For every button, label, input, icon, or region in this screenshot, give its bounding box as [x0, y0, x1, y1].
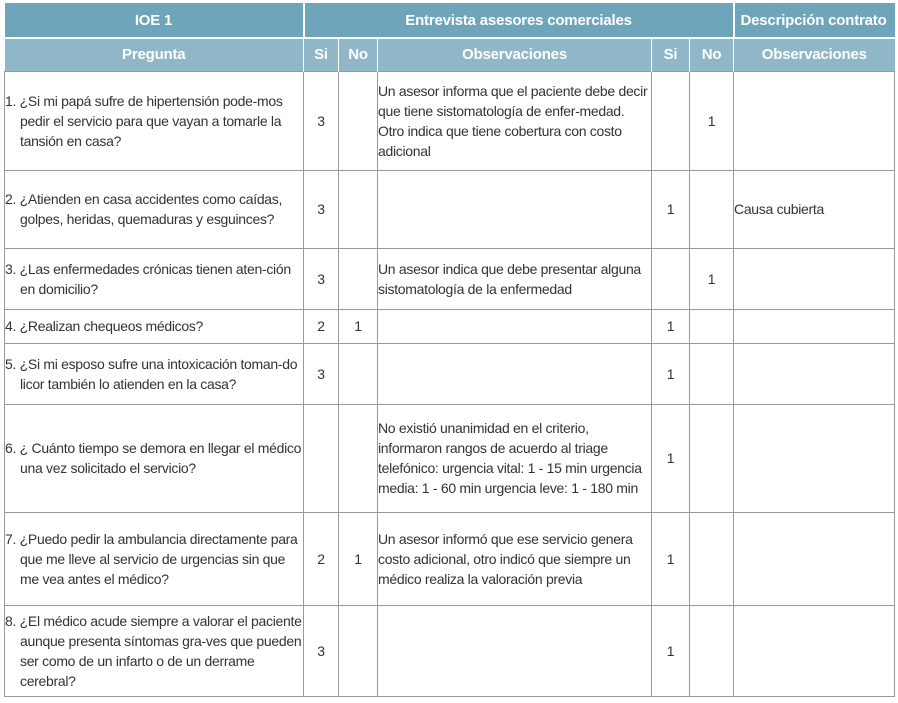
observation-cell — [378, 605, 652, 696]
question-cell — [5, 71, 304, 170]
contract-observation-cell: Causa cubierta — [734, 170, 895, 248]
column-header-no-contrato: No — [690, 38, 734, 71]
no-contrato-count — [690, 404, 734, 512]
si-contrato-count: 1 — [652, 309, 690, 343]
si-count — [304, 404, 339, 512]
no-count: 1 — [339, 309, 378, 343]
question-cell — [5, 512, 304, 605]
no-contrato-count — [690, 512, 734, 605]
observation-cell: Un asesor informó que ese servicio genera costo adicional, otro indicó que siempre un médico realiza la valoración previa — [378, 512, 652, 605]
ioe-comparison-table — [4, 3, 895, 697]
group-header-row — [5, 3, 895, 38]
table-row — [5, 512, 895, 605]
question-text: 4. ¿Realizan chequeos médicos? — [5, 318, 204, 334]
observation-cell: No existió unanimidad en el criterio, informaron rangos de acuerdo al triage telefónico: urgencia vital: 1 - 15 min urgencia media: 1 - 60 min urgencia leve: 1 - 180 min — [378, 404, 652, 512]
question-text: 8. ¿El médico acude siempre a valorar el paciente aunque presenta síntomas gra-ves que pueden ser como de un infarto o de un derrame cerebral? — [5, 612, 302, 689]
table-row — [5, 605, 895, 696]
no-contrato-count — [690, 343, 734, 404]
question-text: 6. ¿ Cuánto tiempo se demora en llegar el médico una vez solicitado el servicio? — [5, 440, 302, 476]
si-contrato-count — [652, 71, 690, 170]
question-text: 5. ¿Si mi esposo sufre una intoxicación toman-do licor también lo atienden en la casa? — [5, 355, 298, 392]
no-count — [339, 343, 378, 404]
group-header-descripcion: Descripción contrato — [734, 3, 895, 38]
question-cell — [5, 309, 304, 343]
si-count: 3 — [304, 605, 339, 696]
group-header-ioe: IOE 1 — [5, 3, 304, 38]
column-header-observaciones-contrato: Observaciones — [734, 38, 895, 71]
question-text: 1. ¿Si mi papá sufre de hipertensión pode-mos pedir el servicio para que vayan a tomarle la tansión en casa? — [5, 92, 283, 149]
column-header-si: Si — [304, 38, 339, 71]
no-count — [339, 170, 378, 248]
table-row — [5, 343, 895, 404]
observation-cell: Un asesor informa que el paciente debe decir que tiene sistomatología de enfer-medad. Otro indica que tiene cobertura con costo adicional — [378, 71, 652, 170]
question-cell — [5, 248, 304, 309]
si-count: 3 — [304, 71, 339, 170]
contract-observation-cell — [734, 605, 895, 696]
observation-cell: Un asesor indica que debe presentar alguna sistomatología de la enfermedad — [378, 248, 652, 309]
contract-observation-cell — [734, 248, 895, 309]
no-count: 1 — [339, 512, 378, 605]
table-row — [5, 170, 895, 248]
observation-cell — [378, 170, 652, 248]
no-count — [339, 71, 378, 170]
no-contrato-count — [690, 170, 734, 248]
column-header-no: No — [339, 38, 378, 71]
contract-observation-cell — [734, 404, 895, 512]
column-header-si-contrato: Si — [652, 38, 690, 71]
table-row — [5, 248, 895, 309]
si-contrato-count: 1 — [652, 605, 690, 696]
table-row — [5, 71, 895, 170]
column-header-row — [5, 38, 895, 71]
si-contrato-count: 1 — [652, 170, 690, 248]
contract-observation-cell — [734, 71, 895, 170]
si-contrato-count — [652, 248, 690, 309]
no-contrato-count: 1 — [690, 71, 734, 170]
column-header-observaciones: Observaciones — [378, 38, 652, 71]
observation-cell — [378, 309, 652, 343]
question-cell — [5, 404, 304, 512]
question-cell — [5, 170, 304, 248]
no-count — [339, 248, 378, 309]
contract-observation-cell — [734, 343, 895, 404]
si-count: 3 — [304, 343, 339, 404]
si-count: 3 — [304, 170, 339, 248]
si-contrato-count: 1 — [652, 343, 690, 404]
no-contrato-count — [690, 605, 734, 696]
si-count: 2 — [304, 512, 339, 605]
table-row — [5, 309, 895, 343]
no-count — [339, 404, 378, 512]
no-count — [339, 605, 378, 696]
observation-cell — [378, 343, 652, 404]
question-cell — [5, 605, 304, 696]
no-contrato-count: 1 — [690, 248, 734, 309]
si-count: 3 — [304, 248, 339, 309]
contract-observation-cell — [734, 512, 895, 605]
question-text: 7. ¿Puedo pedir la ambulancia directamente para que me lleve al servicio de urgencias sin que me vea antes el médico? — [5, 530, 298, 587]
contract-observation-cell — [734, 309, 895, 343]
table-row — [5, 404, 895, 512]
no-contrato-count — [690, 309, 734, 343]
si-count: 2 — [304, 309, 339, 343]
group-header-entrevista: Entrevista asesores comerciales — [304, 3, 734, 38]
si-contrato-count: 1 — [652, 512, 690, 605]
column-header-pregunta: Pregunta — [5, 38, 304, 71]
question-text: 2. ¿Atienden en casa accidentes como caídas, golpes, heridas, quemaduras y esguinces? — [5, 191, 283, 227]
question-text: 3. ¿Las enfermedades crónicas tienen aten-ción en domicilio? — [5, 260, 291, 297]
si-contrato-count: 1 — [652, 404, 690, 512]
question-cell — [5, 343, 304, 404]
